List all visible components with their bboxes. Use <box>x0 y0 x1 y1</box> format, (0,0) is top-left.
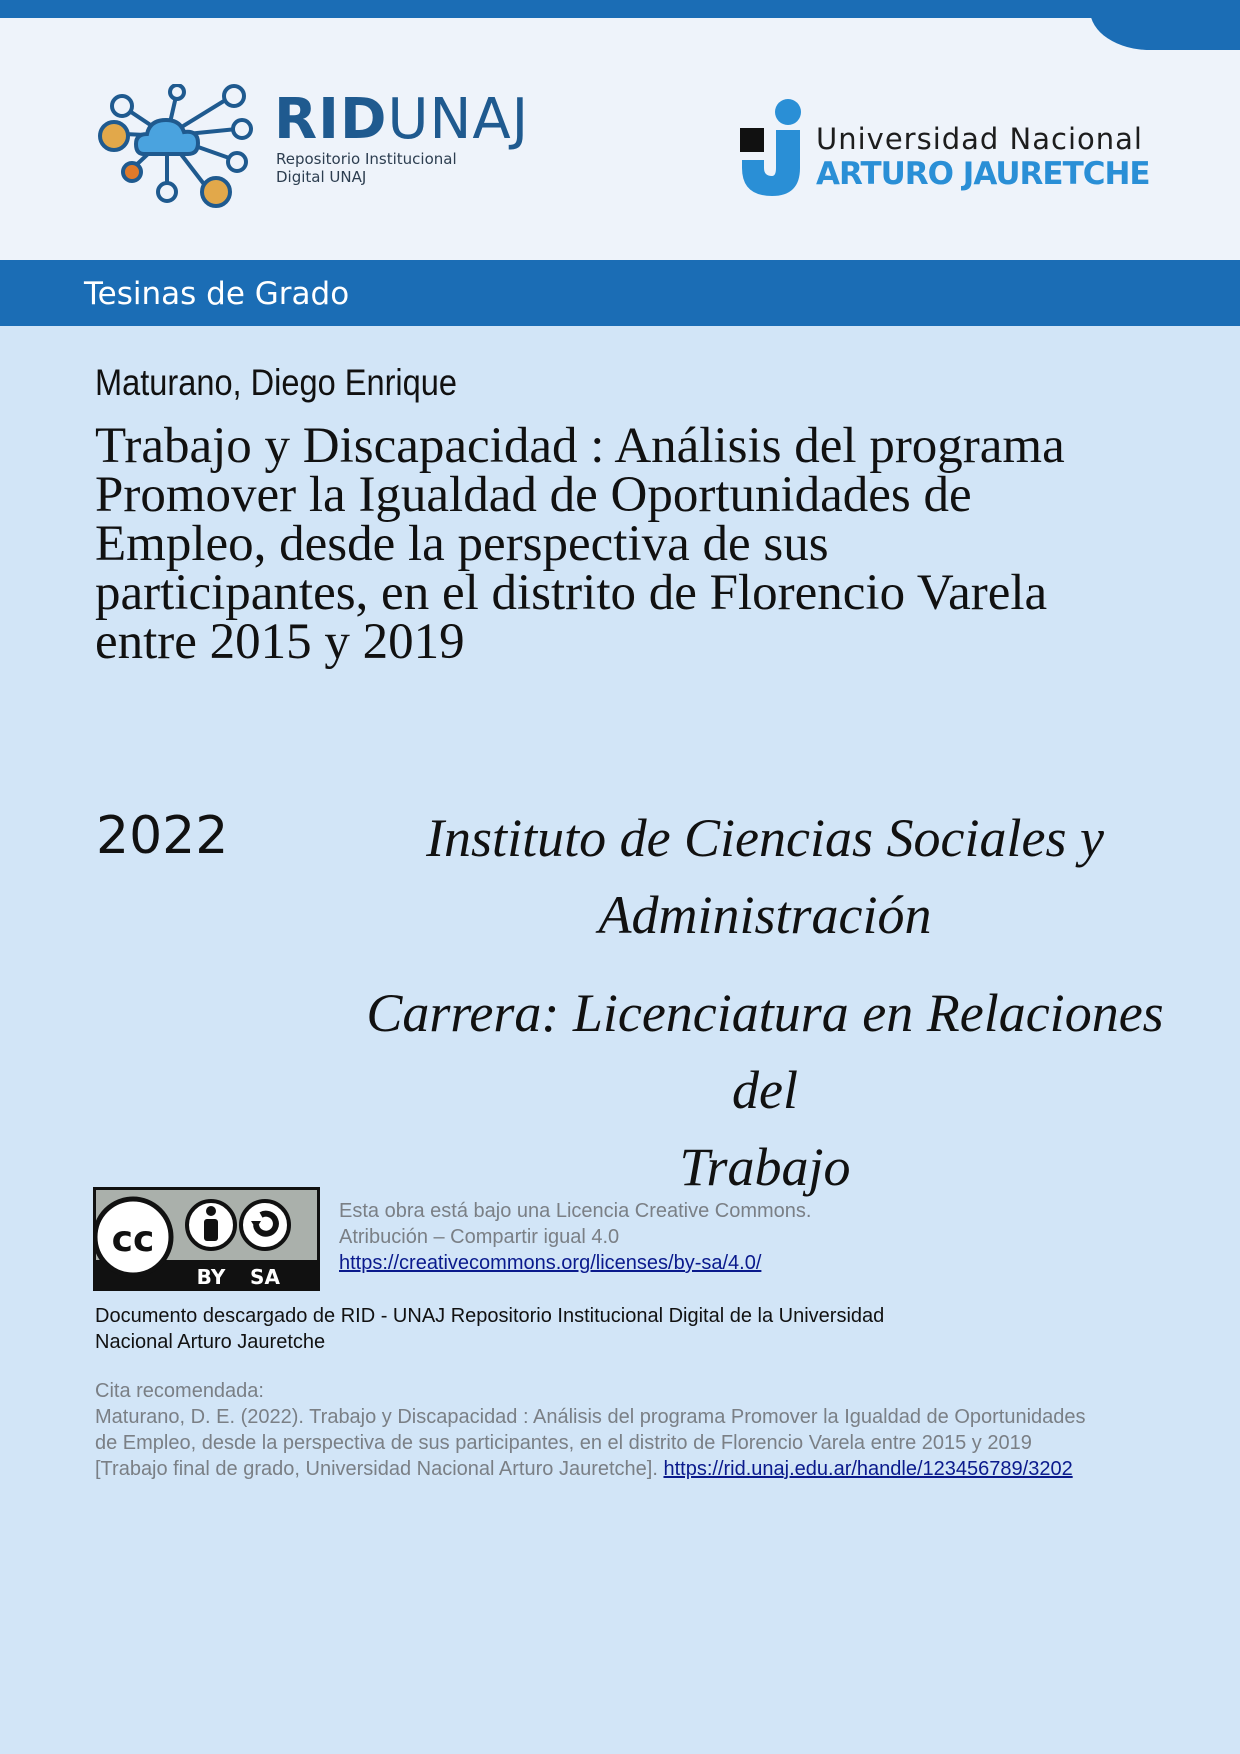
institute-name <box>340 800 1190 954</box>
rid-unaj-wordmark <box>274 87 530 152</box>
top-corner-accent <box>1090 0 1240 50</box>
document-title <box>95 418 1205 670</box>
career-line: Carrera: Licenciatura en Relaciones del <box>366 983 1164 1120</box>
recommended-citation <box>95 1378 1155 1482</box>
title-line: entre 2015 y 2019 <box>95 614 465 670</box>
unaj-university-logo <box>738 98 1148 198</box>
career-line: Trabajo <box>679 1137 851 1197</box>
citation-line1: Maturano, D. E. (2022). Trabajo y Discapacidad : Análisis del programa Promover la Igualdad de Oportunidades <box>95 1406 1086 1428</box>
publication-year: 2022 <box>96 806 229 866</box>
author-name: Maturano, Diego Enrique <box>95 362 457 403</box>
institute-line: Instituto de Ciencias Sociales y <box>426 808 1104 868</box>
rid-unaj-logo <box>92 84 532 209</box>
download-line1: Documento descargado de RID - UNAJ Repositorio Institucional Digital de la Universidad <box>95 1305 885 1327</box>
rid-unaj-subtitle <box>276 150 457 186</box>
sa-label: SA <box>250 1265 280 1289</box>
license-line2: Atribución – Compartir igual 4.0 <box>339 1226 620 1248</box>
title-line: Promover la Igualdad de Oportunidades de <box>95 467 972 523</box>
unaj-wordmark-light: UNAJ <box>387 87 530 152</box>
citation-link[interactable]: https://rid.unaj.edu.ar/handle/123456789/3202 <box>663 1458 1073 1480</box>
citation-line3: [Trabajo final de grado, Universidad Nacional Arturo Jauretche]. <box>95 1458 658 1480</box>
license-line1: Esta obra está bajo una Licencia Creative Commons. <box>339 1200 812 1222</box>
unaj-j-icon <box>738 98 808 198</box>
citation-heading: Cita recomendada: <box>95 1380 264 1402</box>
collection-label: Tesinas de Grado <box>84 276 350 312</box>
rid-subtitle-line1: Repositorio Institucional <box>276 150 457 168</box>
cc-by-sa-badge <box>93 1187 320 1291</box>
attribution-icon <box>187 1201 235 1249</box>
license-notice <box>339 1198 811 1276</box>
institute-line: Administración <box>598 885 932 945</box>
title-line: Trabajo y Discapacidad : Análisis del programa <box>95 418 1065 474</box>
header <box>0 0 1240 260</box>
download-line2: Nacional Arturo Jauretche <box>95 1331 326 1353</box>
unaj-name-line2: ARTURO JAURETCHE <box>816 156 1150 192</box>
unaj-name-line1: Universidad Nacional <box>816 122 1143 156</box>
share-alike-icon <box>241 1201 289 1249</box>
title-line: participantes, en el distrito de Florencio Varela <box>95 565 1048 621</box>
rid-wordmark-bold: RID <box>274 87 388 152</box>
by-label: BY <box>196 1265 226 1289</box>
license-link[interactable]: https://creativecommons.org/licenses/by-sa/4.0/ <box>339 1252 762 1274</box>
title-line: Empleo, desde la perspectiva de sus <box>95 516 829 572</box>
network-cloud-icon <box>92 84 262 209</box>
cc-symbol-text: cc <box>111 1219 155 1260</box>
career-name <box>340 975 1190 1206</box>
download-source-note <box>95 1303 995 1355</box>
rid-subtitle-line2: Digital UNAJ <box>276 168 367 186</box>
citation-line2: de Empleo, desde la perspectiva de sus participantes, en el distrito de Florencio Varela entre 2015 y 2019 <box>95 1432 1032 1454</box>
top-accent-bar <box>0 0 1240 18</box>
